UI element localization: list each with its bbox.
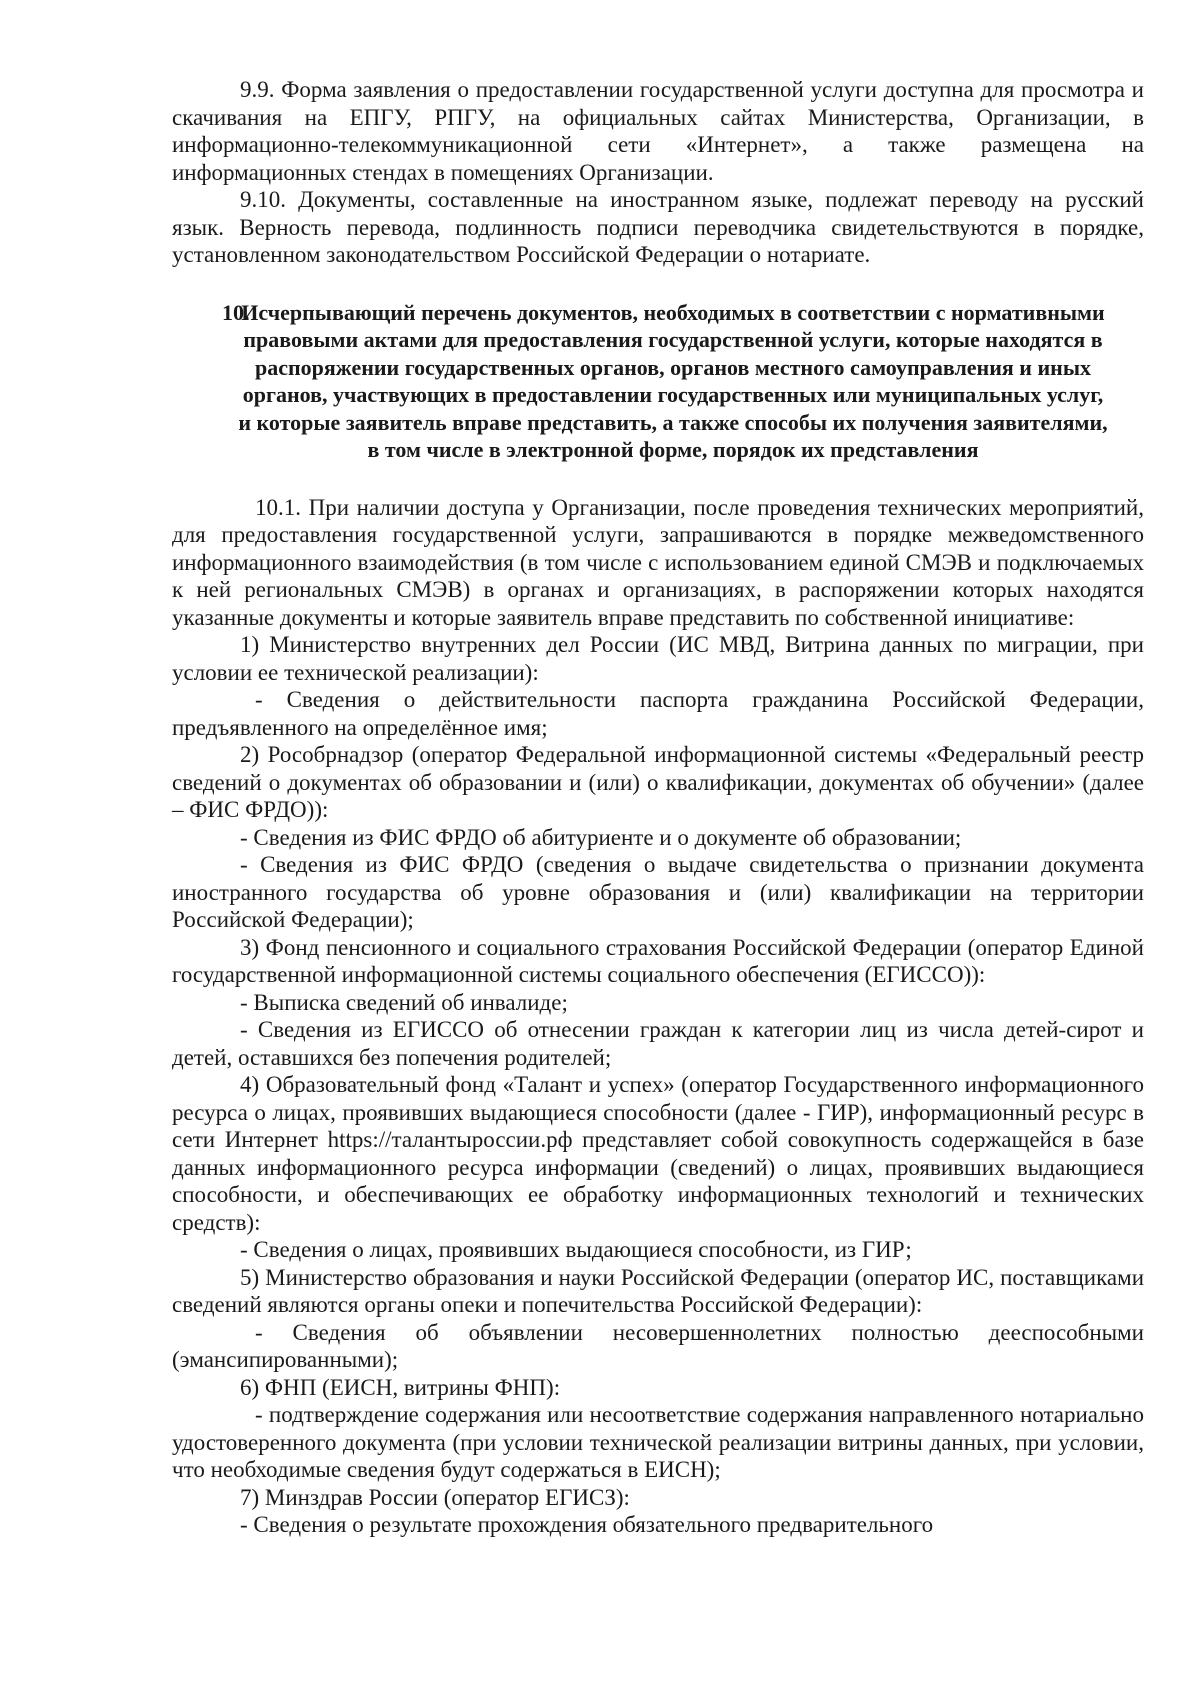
section-10-heading — [172, 299, 1144, 464]
list-item: - подтверждение содержания или несоответствие содержания направленного нотариально удостоверенного документа (при условии технической реализации витрины данных, при условии, что необходимые сведения будут содержаться в ЕИСН); — [172, 1402, 1144, 1482]
list-item: 6) ФНП (ЕИСН, витрины ФНП): — [240, 1374, 561, 1400]
list-item: - Сведения из ЕГИССО об отнесении граждан к категории лиц из числа детей-сирот и детей, оставшихся без попечения родителей; — [172, 1017, 1144, 1070]
list-item: 5) Министерство образования и науки Российской Федерации (оператор ИС, поставщиками сведений являются органы опеки и попечительства Российской Федерации): — [172, 1264, 1144, 1317]
list-item: - Сведения о результате прохождения обязательного предварительного — [240, 1512, 934, 1537]
document-page — [172, 76, 1144, 1539]
list-item: - Сведения о действительности паспорта гражданина Российской Федерации, предъявленного на определённое имя; — [172, 687, 1144, 740]
list-item: - Сведения из ФИС ФРДО об абитуриенте и о документе об образовании; — [240, 824, 962, 850]
list-item: - Сведения из ФИС ФРДО (сведения о выдаче свидетельства о признании документа иностранного государства об уровне образования и (или) квалификации на территории Российской Федерации); — [172, 852, 1144, 932]
paragraph-9-10: 9.10. Документы, составленные на иностранном языке, подлежат переводу на русский язык. Верность перевода, подлинность подписи переводчика свидетельствуются в порядке, установленном законодательством Российской Федерации о нотариате. — [172, 187, 1144, 267]
list-item: 2) Рособрнадзор (оператор Федеральной информационной системы «Федеральный реестр сведений о документах об образовании и (или) о квалификации, документах об обучении» (далее – ФИС ФРДО)): — [172, 742, 1144, 822]
section-number: 10. — [222, 299, 250, 325]
section-title: Исчерпывающий перечень документов, необходимых в соответствии с нормативными правовыми актами для предоставления государственной услуги, которые находятся в распоряжении государственных органов, органов местного самоуправления и иных органов, участвующих в предоставлении государственных или муниципальных услуг, и которые заявитель вправе представить, а также способы их получения заявителями, в том числе в электронной форме, порядок их представления — [238, 299, 1108, 462]
list-item: 3) Фонд пенсионного и социального страхования Российской Федерации (оператор Единой государственной информационной системы социального обеспечения (ЕГИССО)): — [172, 934, 1144, 987]
list-item: 4) Образовательный фонд «Талант и успех» (оператор Государственного информационного ресурса о лицах, проявивших выдающиеся способности (далее - ГИР), информационный ресурс в сети Интернет https://талантыроссии.рф представляет собой совокупность содержащейся в базе данных информационного ресурса информации (сведений) о лицах, проявивших выдающиеся способности, и обеспечивающих ее обработку информационных технологий и технических средств): — [172, 1072, 1144, 1235]
list-item: - Выписка сведений об инвалиде; — [240, 989, 568, 1015]
list-item: - Сведения об объявлении несовершеннолетних полностью дееспособными (эмансипированными); — [172, 1319, 1144, 1372]
list-item: 1) Министерство внутренних дел России (ИС МВД, Витрина данных по миграции, при условии ее технической реализации): — [172, 632, 1144, 685]
list-item: 7) Минздрав России (оператор ЕГИСЗ): — [240, 1484, 630, 1510]
paragraph-9-9: 9.9. Форма заявления о предоставлении государственной услуги доступна для просмотра и скачивания на ЕПГУ, РПГУ, на официальных сайтах Министерства, Организации, в информационно-телекоммуникационной сети «Интернет», а также размещена на информационных стендах в помещениях Организации. — [172, 77, 1144, 185]
list-item: - Сведения о лицах, проявивших выдающиеся способности, из ГИР; — [240, 1237, 912, 1262]
paragraph-10-1: 10.1. При наличии доступа у Организации, после проведения технических мероприятий, для предоставления государственной услуги, запрашиваются в порядке межведомственного информационного взаимодействия (в том числе с использованием единой СМЭВ и подключаемых к ней региональных СМЭВ) в органах и организациях, в распоряжении которых находятся указанные документы и которые заявитель вправе представить по собственной инициативе: — [172, 494, 1144, 630]
